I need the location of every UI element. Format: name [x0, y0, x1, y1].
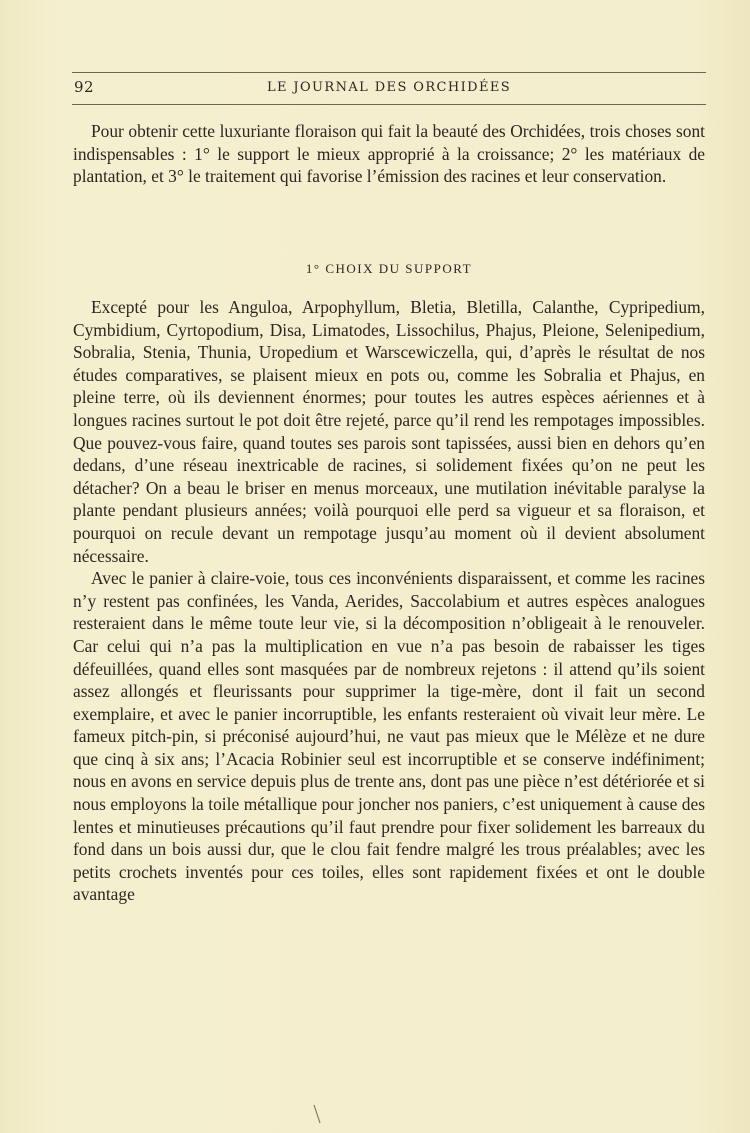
printer-mark: [312, 1104, 322, 1124]
intro-block: [73, 120, 705, 188]
section-body: [73, 296, 705, 906]
header-rule-top: [72, 72, 706, 73]
section-heading: 1° CHOIX DU SUPPORT: [305, 261, 473, 276]
page-header: [72, 66, 706, 114]
page-number: 92: [74, 78, 95, 96]
header-rule-bottom: [72, 104, 706, 105]
running-title: LE JOURNAL DES ORCHIDÉES: [266, 80, 512, 95]
intro-paragraph: Pour obtenir cette luxuriante floraison qui fait la beauté des Orchidées, trois choses sont indispensables : 1° le support le mieux approprié à la croissance; 2° les matériaux de plantation, et 3° le traitement qui favorise l’émission des racines et leur conservation.: [73, 121, 705, 187]
body-paragraph: Excepté pour les Anguloa, Arpophyllum, Bletia, Bletilla, Calanthe, Cypripedium, Cymbidium, Cyrtopodium, Disa, Limatodes, Lissochilus, Phajus, Pleione, Selenipedium, Sobralia, Stenia, Thunia, Uropedium et Warscewiczella, qui, d’après le résultat de nos études comparatives, se plaisent mieux en pots ou, comme les Sobralia et Phajus, en pleine terre, où ils deviennent énormes; pour toutes les autres espèces aériennes et à longues racines surtout le pot doit être rejeté, parce qu’il rend les rempotages impossibles. Que pouvez-vous faire, quand toutes ses parois sont tapissées, aussi bien en dehors qu’en dedans, d’une réseau inextricable de racines, si solidement fixées qu’on ne peut les détacher? On a beau le briser en menus morceaux, une mutilation inévitable paralyse la plante pendant plusieurs années; voilà pourquoi elle perd sa vigueur et sa floraison, et pourquoi on recule devant un rempotage jusqu’au moment où il devient absolument nécessaire.: [73, 297, 705, 566]
body-paragraph: Avec le panier à claire-voie, tous ces inconvénients disparaissent, et comme les racines n’y restent pas confinées, les Vanda, Aerides, Saccolabium et autres espèces analogues resteraient dans le même toute leur vie, si la décomposition n’obligeait à le renouveler. Car celui qui n’a pas la multiplication en vue n’a pas besoin de rabaisser les tiges défeuillées, quand elles sont masquées par de nombreux rejetons : il attend qu’ils soient assez allongés et fleurissants pour supprimer la tige-mère, dont il fait un second exemplaire, et avec le panier incorruptible, les enfants resteraient où vivait leur mère. Le fameux pitch-pin, si préconisé aujourd’hui, ne vaut pas mieux que le Mélèze et ne dure que cinq à six ans; l’Acacia Robinier seul est incorruptible et se conserve indéfiniment; nous en avons en service depuis plus de trente ans, dont pas une pièce n’est détériorée et si nous employons la toile métallique pour joncher nos paniers, c’est uniquement à cause des lentes et minutieuses précautions qu’il faut prendre pour fixer solidement les barreaux du fond dans un bois aussi dur, que le clou fait fendre malgré les trous préalables; avec les petits crochets inventés pour ces toiles, elles sont rapidement fixées et ont le double avantage: [73, 568, 705, 905]
